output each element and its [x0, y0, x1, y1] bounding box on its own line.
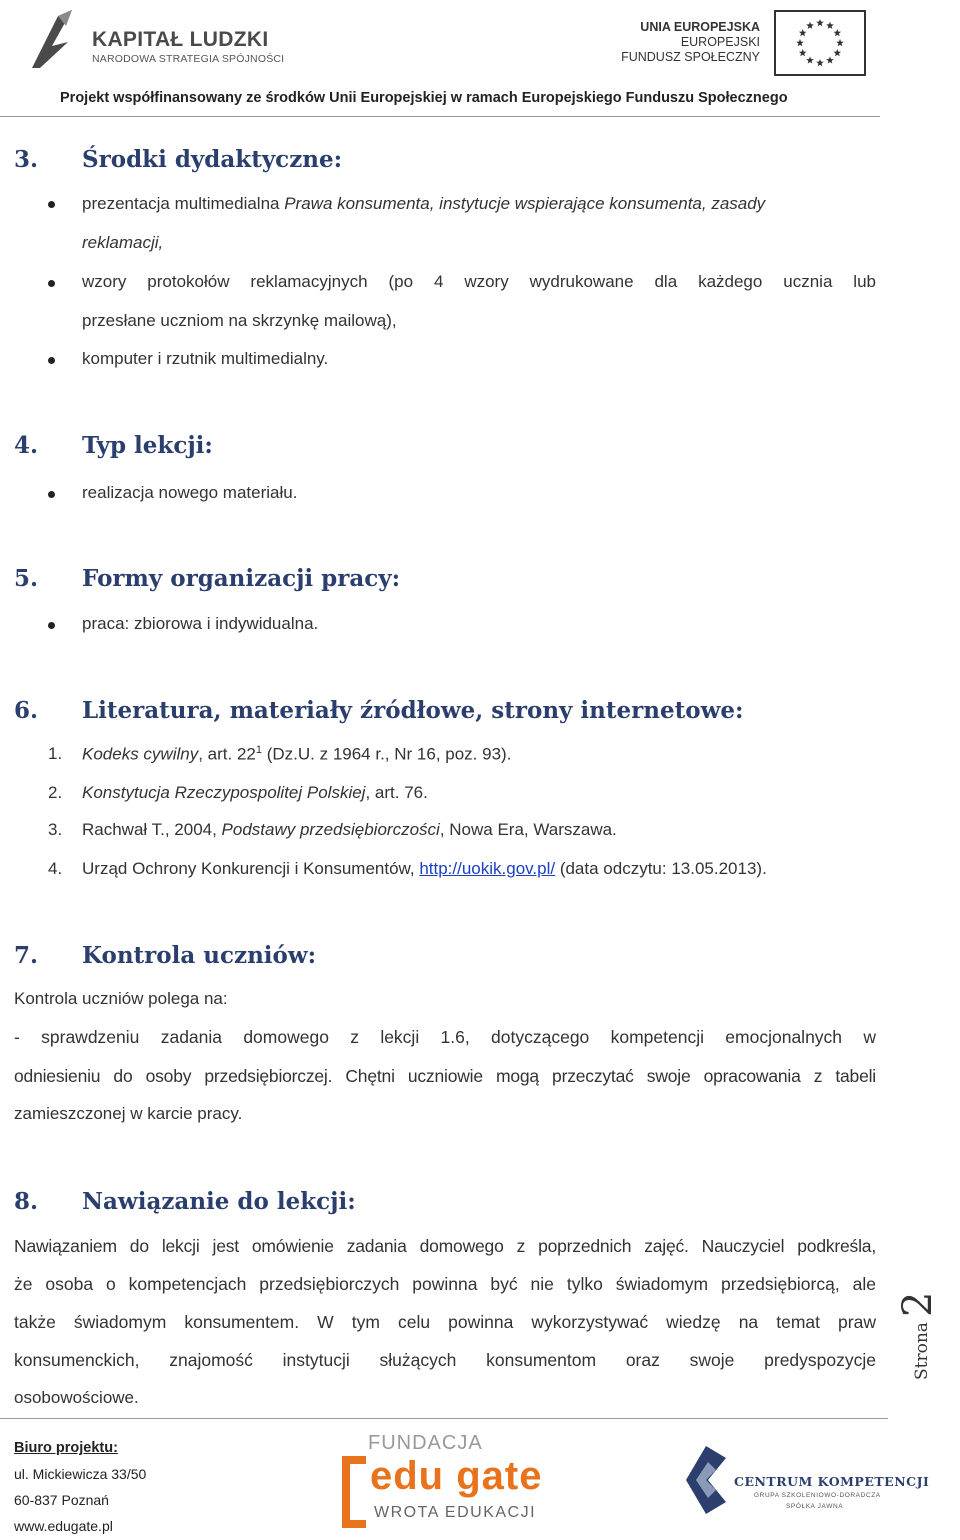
- footer-address-1: ul. Mickiewicza 33/50: [14, 1466, 147, 1482]
- fund-sub: WROTA EDUKACJI: [374, 1504, 537, 1521]
- eu-line1: UNIA EUROPEJSKA: [640, 20, 760, 34]
- list-item-continued: przesłane uczniom na skrzynkę mailową),: [82, 311, 397, 330]
- reference-item: Urząd Ochrony Konkurencji i Konsumentów, http://uokik.gov.pl/ (data odczytu: 13.05.2013).: [82, 859, 767, 878]
- paragraph-line: także świadomym konsumentem. W tym celu powinna wykorzystywać wiedzę na temat praw: [14, 1312, 876, 1332]
- paragraph-line: Nawiązaniem do lekcji jest omówienie zadania domowego z poprzednich zajęć. Nauczyciel podkreśla,: [14, 1236, 876, 1256]
- paragraph-line: odniesieniu do osoby przedsiębiorczej. Chętni uczniowie mogą przeczytać swoje opracowania z tabeli: [14, 1066, 876, 1086]
- list-item: praca: zbiorowa i indywidualna.: [82, 614, 319, 633]
- bullet-icon: [48, 280, 55, 287]
- centrum-kompetencji-logo-icon: [682, 1440, 730, 1520]
- fund-name: edu gate: [370, 1454, 543, 1498]
- list-item: wzory protokołów reklamacyjnych (po 4 wzory wydrukowane dla każdego ucznia lub: [82, 272, 876, 291]
- ck-sub2: SPÓŁKA JAWNA: [786, 1503, 844, 1510]
- kapital-ludzki-logo-icon: [28, 6, 78, 72]
- reference-item: Konstytucja Rzeczypospolitej Polskiej, art. 76.: [82, 783, 428, 802]
- section-heading-4: 4. Typ lekcji:: [14, 432, 213, 459]
- edu-gate-bracket-icon: [340, 1456, 370, 1528]
- paragraph-line: zamieszczonej w karcie pracy.: [14, 1104, 243, 1123]
- bullet-icon: [48, 491, 55, 498]
- kl-subtitle: NARODOWA STRATEGIA SPÓJNOŚCI: [92, 53, 285, 65]
- list-item: prezentacja multimedialna Prawa konsumenta, instytucje wspierające konsumenta, zasady: [82, 194, 766, 213]
- footer-divider: [0, 1418, 888, 1419]
- section-heading-8: 8. Nawiązanie do lekcji:: [14, 1188, 356, 1215]
- bullet-icon: [48, 201, 55, 208]
- eu-line3: FUNDUSZ SPOŁECZNY: [621, 50, 760, 64]
- paragraph-line: konsumenckich, znajomość instytucji służących konsumentom oraz swoje predyspozycje: [14, 1350, 876, 1370]
- reference-item: Kodeks cywilny, art. $22^1$ (Dz.U. z 1964 r., Nr 16, poz. 93).: [82, 744, 512, 764]
- ref-number: 4.: [48, 859, 63, 878]
- edu-gate-logo: [334, 1428, 544, 1532]
- footer-biuro: Biuro projektu:: [14, 1440, 118, 1456]
- list-item-continued: reklamacji,: [82, 233, 164, 252]
- bullet-icon: [48, 357, 55, 364]
- section-heading-7: 7. Kontrola uczniów:: [14, 942, 317, 969]
- footer-address-2: 60-837 Poznań: [14, 1492, 109, 1508]
- page-number: [895, 1280, 948, 1380]
- eu-text: [560, 20, 760, 65]
- project-line: Projekt współfinansowany ze środków Unii Europejskiej w ramach Europejskiego Funduszu Społecznego: [60, 90, 788, 106]
- kl-title: KAPITAŁ LUDZKI: [92, 28, 269, 51]
- paragraph-line: osobowościowe.: [14, 1388, 139, 1407]
- paragraph-intro: Kontrola uczniów polega na:: [14, 989, 228, 1008]
- uokik-link[interactable]: http://uokik.gov.pl/: [419, 859, 556, 878]
- paragraph-line: - sprawdzeniu zadania domowego z lekcji 1.6, dotyczącego kompetencji emocjonalnych w: [14, 1027, 876, 1047]
- eu-flag-icon: [774, 10, 866, 76]
- section-heading-5: 5. Formy organizacji pracy:: [14, 565, 401, 592]
- section-heading-3: 3. Środki dydaktyczne:: [14, 146, 343, 173]
- bullet-icon: [48, 622, 55, 629]
- eu-line2: EUROPEJSKI: [680, 35, 760, 49]
- ref-number: 3.: [48, 820, 63, 839]
- ref-number: 1.: [48, 744, 63, 763]
- ck-title: CENTRUM KOMPETENCJI: [734, 1474, 930, 1489]
- ref-number: 2.: [48, 783, 63, 802]
- reference-item: Rachwał T., 2004, Podstawy przedsiębiorczości, Nowa Era, Warszawa.: [82, 820, 617, 839]
- page-number-value: 2: [895, 1291, 941, 1317]
- header-divider: [0, 116, 880, 117]
- ck-sub: GRUPA SZKOLENIOWO-DORADCZA: [754, 1492, 881, 1499]
- footer-website: www.edugate.pl: [14, 1518, 113, 1534]
- list-item: komputer i rzutnik multimedialny.: [82, 349, 329, 368]
- page-label: Strona: [912, 1322, 932, 1380]
- section-heading-6: 6. Literatura, materiały źródłowe, strony internetowe:: [14, 697, 744, 724]
- paragraph-line: że osoba o kompetencjach przedsiębiorczych powinna być nie tylko świadomym przedsiębiorcą, ale: [14, 1274, 876, 1294]
- list-item: realizacja nowego materiału.: [82, 483, 298, 502]
- fund-word: FUNDACJA: [368, 1432, 483, 1454]
